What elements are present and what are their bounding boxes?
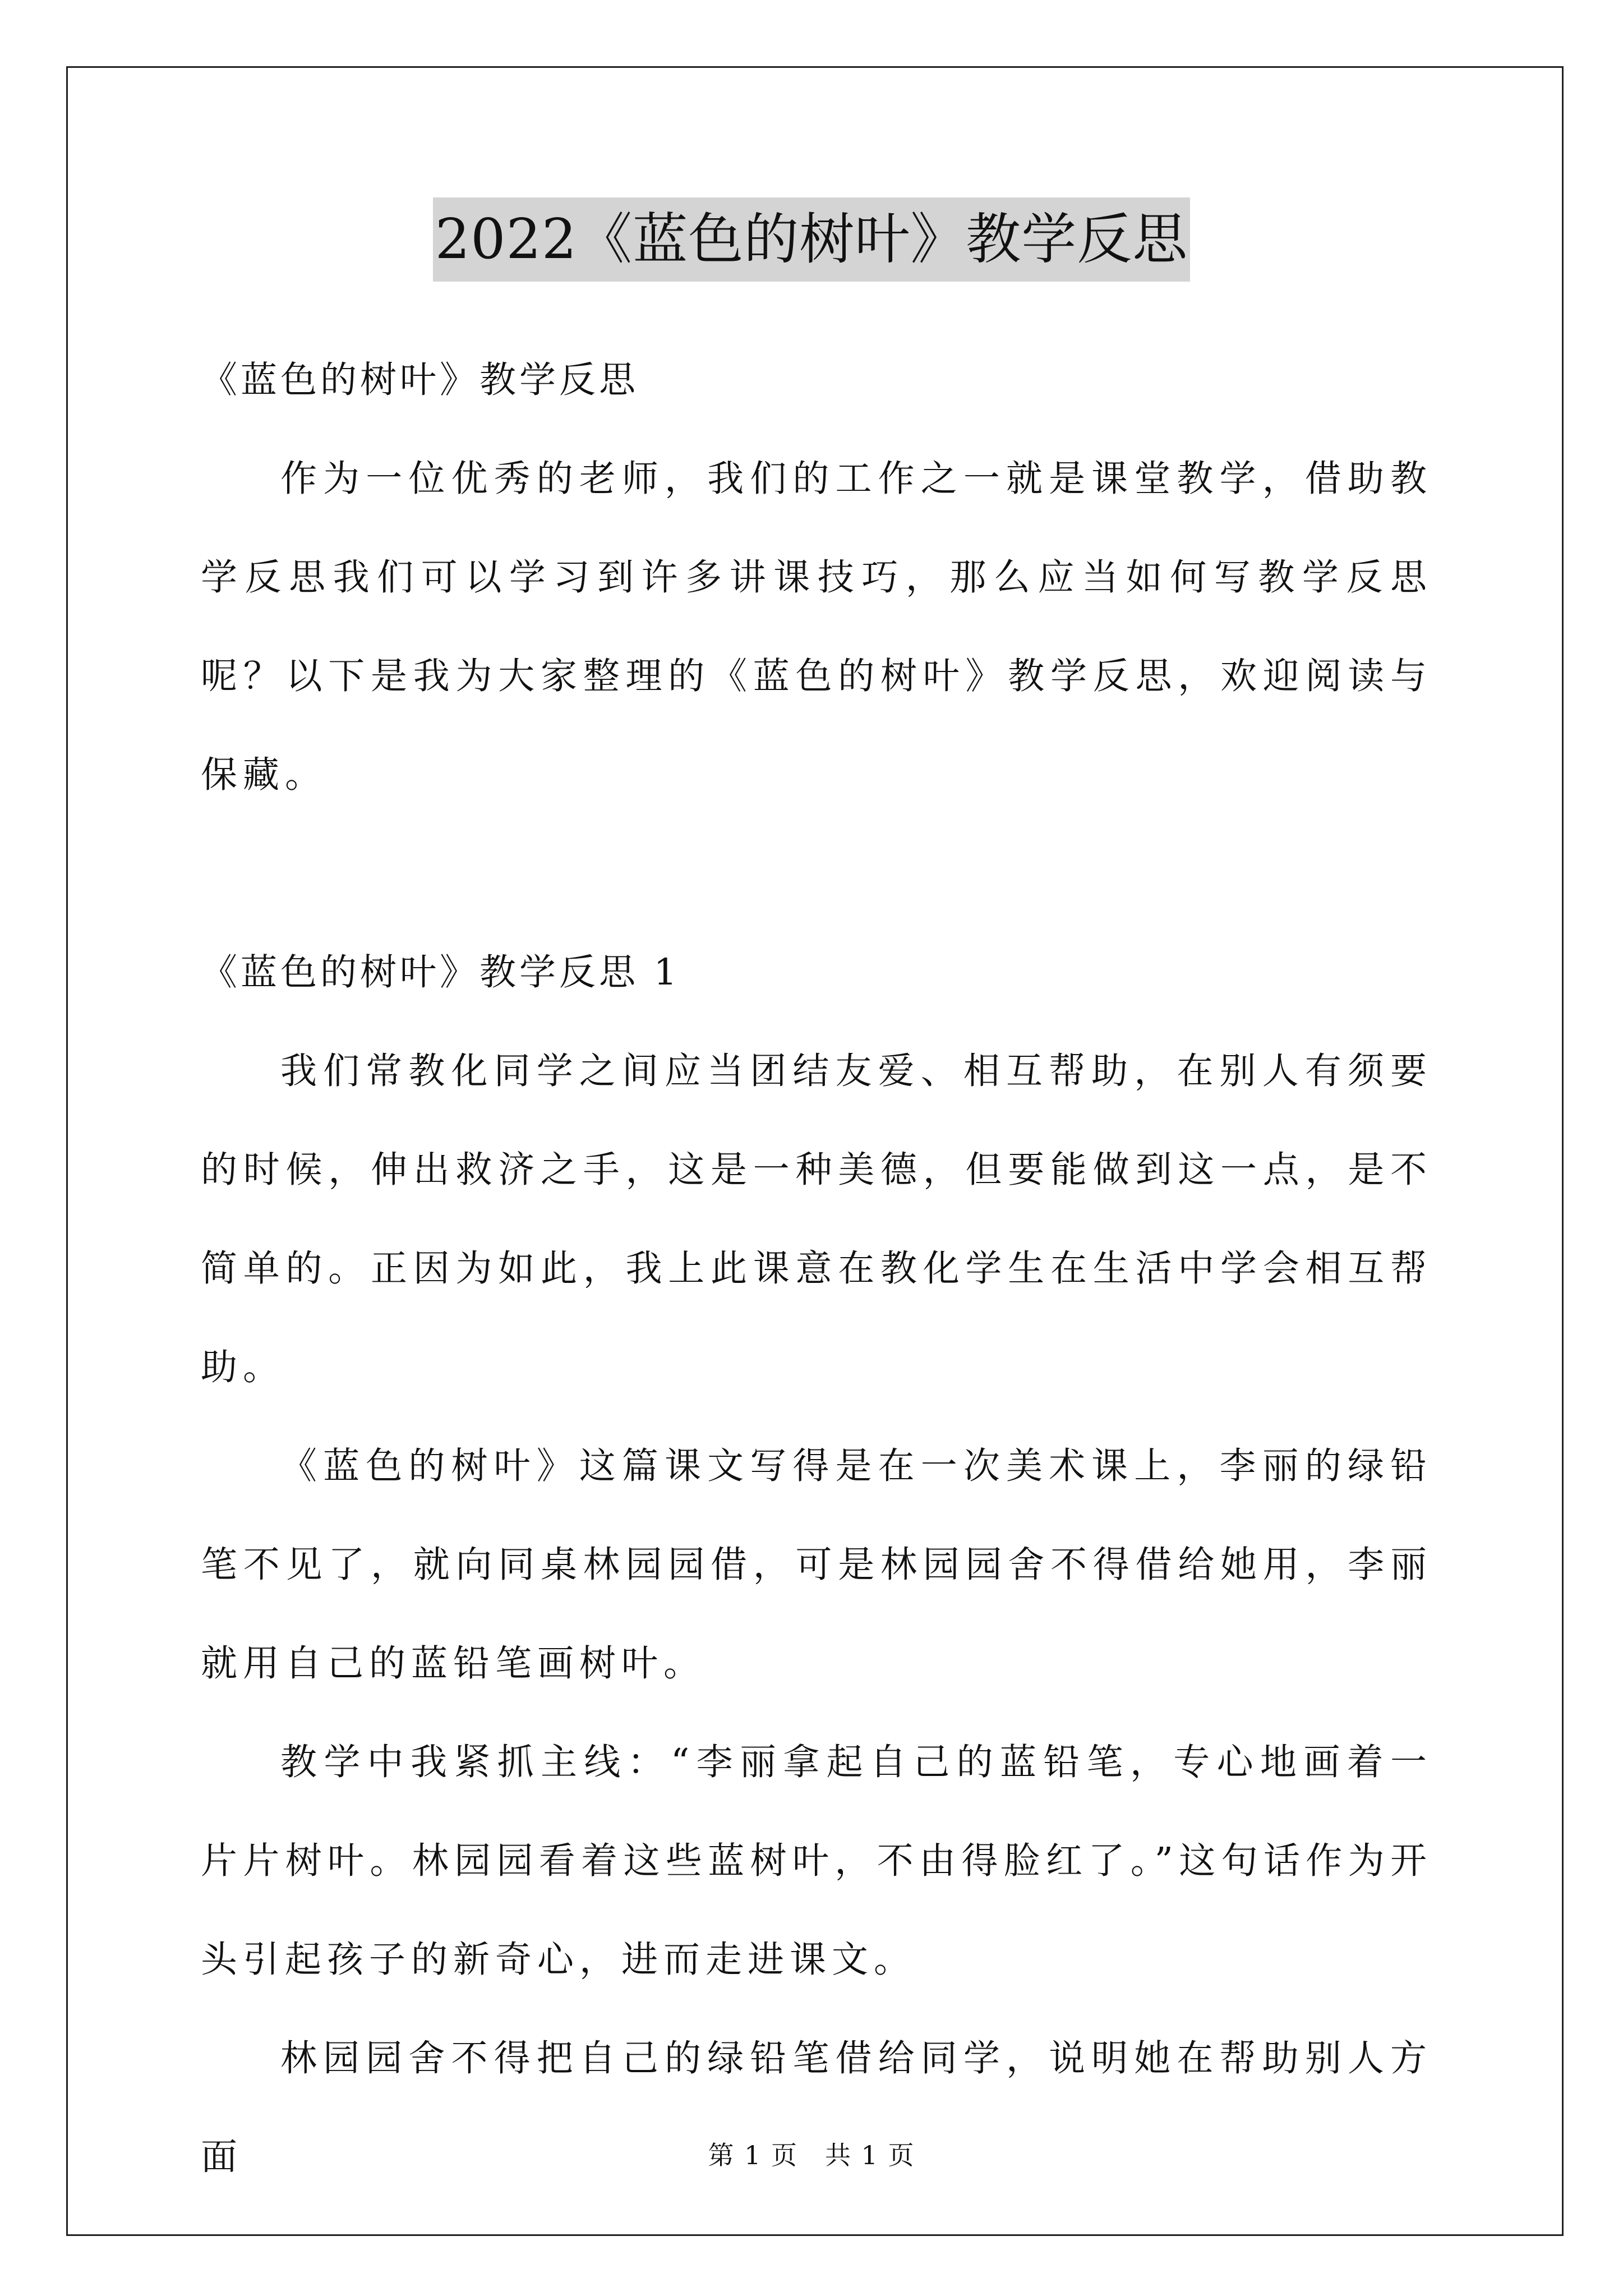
body-paragraph: 《蓝色的树叶》这篇课文写得是在一次美术课上，李丽的绿铅笔不见了，就向同桌林园园借，可是林园园舍不得借给她用，李丽就用自己的蓝铅笔画树叶。 <box>201 1445 1432 1685</box>
section-heading-1: 《蓝色的树叶》教学反思 1 <box>201 951 681 993</box>
page-footer: 第 1 页 共 1 页 <box>708 2140 915 2170</box>
document-body <box>201 331 1432 2207</box>
intro-paragraph: 作为一位优秀的老师，我们的工作之一就是课堂教学，借助教学反思我们可以学习到许多讲课技巧，那么应当如何写教学反思呢？以下是我为大家整理的《蓝色的树叶》教学反思，欢迎阅读与保藏。 <box>201 458 1432 796</box>
section-heading: 《蓝色的树叶》教学反思 <box>201 359 639 401</box>
body-paragraph: 教学中我紧抓主线：“李丽拿起自己的蓝铅笔，专心地画着一片片树叶。林园园看着这些蓝树叶，不由得脸红了。”这句话作为开头引起孩子的新奇心，进而走进课文。 <box>201 1741 1432 1981</box>
body-paragraph: 林园园舍不得把自己的绿铅笔借给同学，说明她在帮助别人方面 <box>201 2037 1432 2178</box>
document-title: 2022《蓝色的树叶》教学反思 <box>433 197 1190 282</box>
body-paragraph: 我们常教化同学之间应当团结友爱、相互帮助，在别人有须要的时候，伸出救济之手，这是一种美德，但要能做到这一点，是不简单的。正因为如此，我上此课意在教化学生在生活中学会相互帮助。 <box>201 1050 1432 1388</box>
title-container <box>0 197 1623 282</box>
